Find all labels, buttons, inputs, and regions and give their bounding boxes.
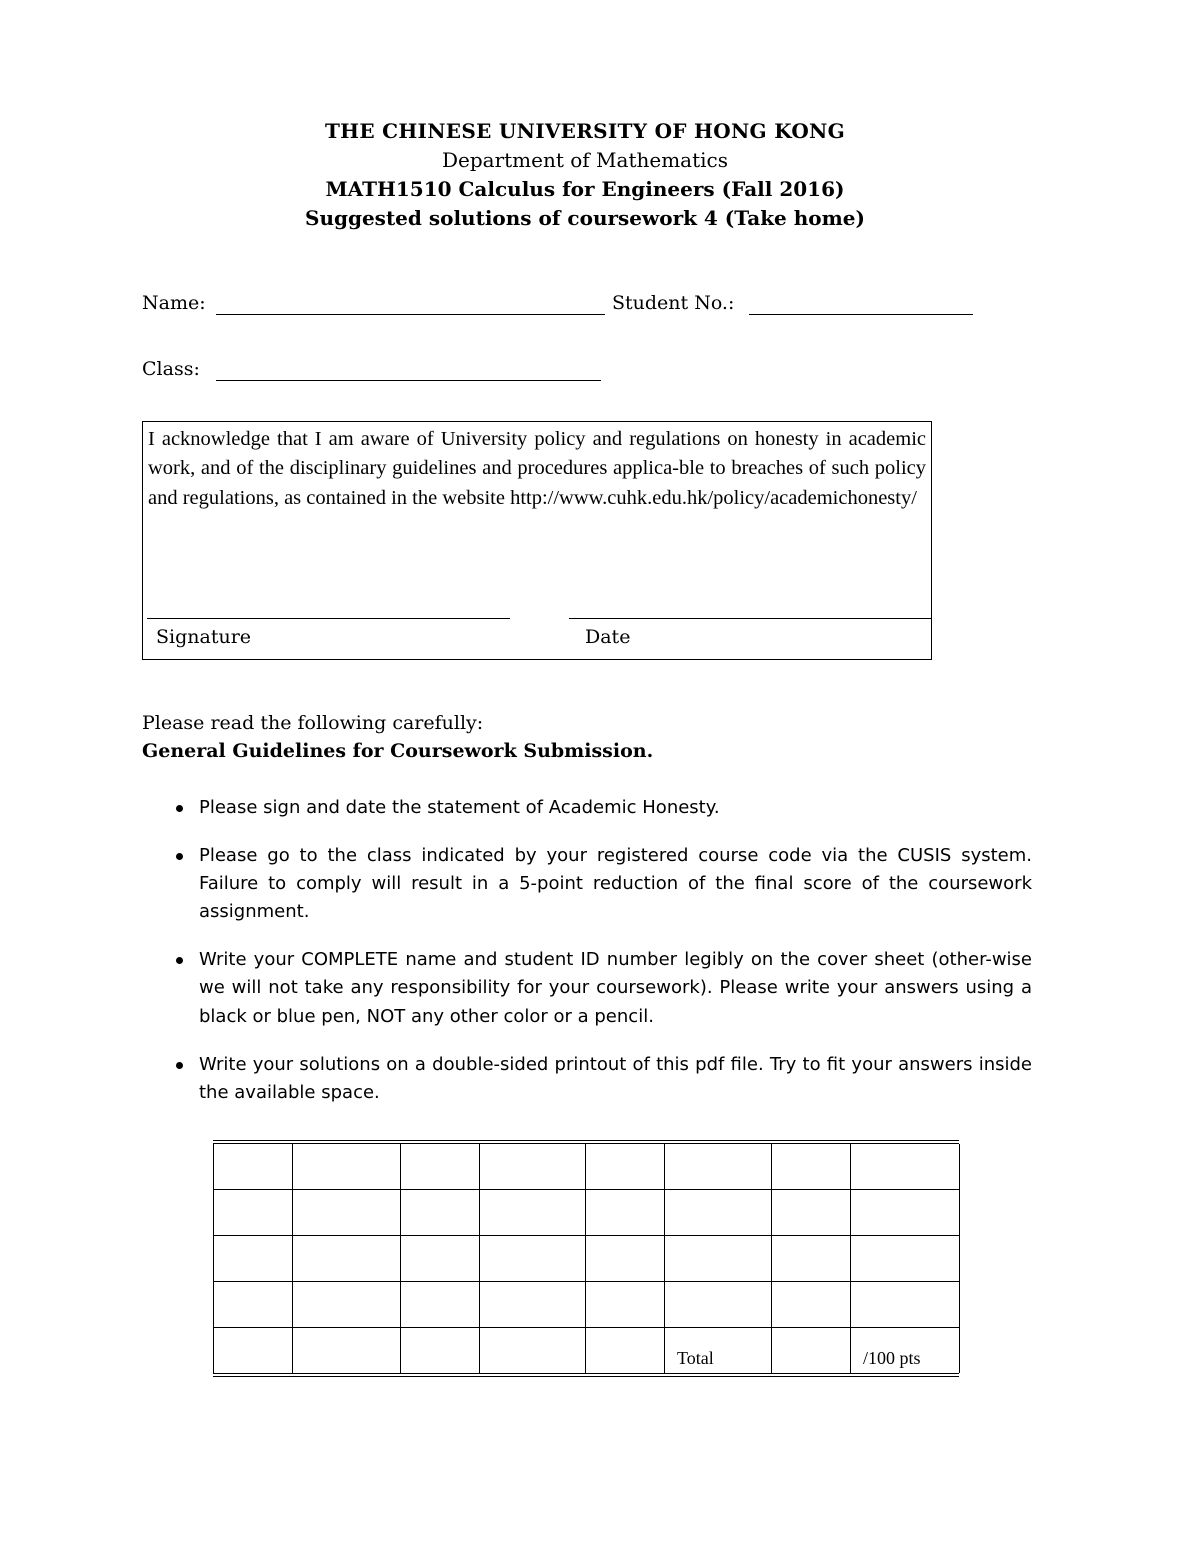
guideline-text: Write your solutions on a double-sided printout of this pdf file. Try to fit your answers inside the available space. xyxy=(199,1053,1032,1103)
score-cell[interactable] xyxy=(480,1144,586,1190)
max-points-cell xyxy=(851,1328,960,1374)
bullet-icon xyxy=(176,805,183,812)
score-cell[interactable] xyxy=(214,1236,293,1282)
name-label: Name: xyxy=(142,292,206,314)
student-no-field-line[interactable] xyxy=(749,314,973,315)
table-bottom-rule xyxy=(213,1373,959,1377)
document-title: Suggested solutions of coursework 4 (Take home) xyxy=(305,206,865,230)
class-label: Class: xyxy=(142,358,200,380)
date-line[interactable] xyxy=(569,618,931,619)
score-table xyxy=(213,1140,959,1377)
score-cell[interactable] xyxy=(586,1328,665,1374)
score-cell[interactable] xyxy=(401,1328,480,1374)
university-name: THE CHINESE UNIVERSITY OF HONG KONG xyxy=(324,119,846,143)
max-points-label: /100 pts xyxy=(863,1348,921,1368)
score-cell[interactable] xyxy=(772,1236,851,1282)
list-item xyxy=(170,1051,1032,1108)
score-cell[interactable] xyxy=(214,1328,293,1374)
list-item xyxy=(170,842,1032,927)
score-cell[interactable] xyxy=(665,1282,772,1328)
guideline-text: Write your COMPLETE name and student ID number legibly on the cover sheet (other-wise we will not take any responsibility for your coursework). Please write your answers using a black or blue pen, NOT any other color or a pencil. xyxy=(199,949,1032,1027)
student-no-label: Student No.: xyxy=(612,292,735,314)
score-cell[interactable] xyxy=(772,1190,851,1236)
score-cell[interactable] xyxy=(480,1236,586,1282)
score-cell[interactable] xyxy=(214,1190,293,1236)
score-cell[interactable] xyxy=(586,1236,665,1282)
document-header xyxy=(0,117,1170,233)
total-score-cell[interactable] xyxy=(772,1328,851,1374)
total-label: Total xyxy=(677,1348,714,1368)
list-item xyxy=(170,946,1032,1031)
score-cell[interactable] xyxy=(851,1144,960,1190)
guidelines-list xyxy=(170,794,1032,1127)
score-cell[interactable] xyxy=(851,1282,960,1328)
table-row xyxy=(214,1144,960,1190)
score-cell[interactable] xyxy=(586,1144,665,1190)
score-cell[interactable] xyxy=(293,1144,401,1190)
date-label: Date xyxy=(585,626,631,648)
list-item xyxy=(170,794,1032,822)
bullet-icon xyxy=(176,957,183,964)
score-cell[interactable] xyxy=(293,1282,401,1328)
signature-label: Signature xyxy=(156,626,252,648)
score-cell[interactable] xyxy=(401,1236,480,1282)
guideline-text: Please go to the class indicated by your registered course code via the CUSIS system. Failure to comply will result in a 5-point reduction of the final score of the coursework assignment. xyxy=(199,844,1032,923)
score-cell[interactable] xyxy=(214,1144,293,1190)
guidelines-intro: Please read the following carefully: xyxy=(142,712,484,734)
score-cell[interactable] xyxy=(401,1282,480,1328)
score-cell[interactable] xyxy=(480,1282,586,1328)
score-cell[interactable] xyxy=(480,1190,586,1236)
score-cell[interactable] xyxy=(293,1190,401,1236)
guideline-text: Please sign and date the statement of Academic Honesty. xyxy=(199,797,720,818)
score-cell[interactable] xyxy=(401,1144,480,1190)
academic-honesty-statement: I acknowledge that I am aware of University policy and regulations on honesty in academic work, and of the disciplinary guidelines and procedures applica-ble to breaches of such policy and regulations, as contained in the website http://www.cuhk.edu.hk/policy/academichonesty/ xyxy=(148,428,926,509)
table-row xyxy=(214,1236,960,1282)
signature-line[interactable] xyxy=(147,618,510,619)
score-cell[interactable] xyxy=(293,1328,401,1374)
table-row xyxy=(214,1282,960,1328)
score-cell[interactable] xyxy=(293,1236,401,1282)
score-cell[interactable] xyxy=(586,1282,665,1328)
course-title: MATH1510 Calculus for Engineers (Fall 2016) xyxy=(325,177,845,201)
score-cell[interactable] xyxy=(772,1282,851,1328)
score-cell[interactable] xyxy=(851,1236,960,1282)
table-row xyxy=(214,1190,960,1236)
score-cell[interactable] xyxy=(214,1282,293,1328)
score-grid xyxy=(213,1144,960,1373)
score-cell[interactable] xyxy=(665,1144,772,1190)
score-cell[interactable] xyxy=(851,1190,960,1236)
guidelines-title: General Guidelines for Coursework Submission. xyxy=(142,740,654,762)
score-cell[interactable] xyxy=(665,1190,772,1236)
score-cell[interactable] xyxy=(401,1190,480,1236)
score-cell[interactable] xyxy=(665,1236,772,1282)
score-cell[interactable] xyxy=(586,1190,665,1236)
score-cell[interactable] xyxy=(480,1328,586,1374)
name-field-line[interactable] xyxy=(216,314,605,315)
bullet-icon xyxy=(176,853,183,860)
score-cell[interactable] xyxy=(772,1144,851,1190)
bullet-icon xyxy=(176,1062,183,1069)
total-label-cell xyxy=(665,1328,772,1374)
class-field-line[interactable] xyxy=(216,380,601,381)
table-row xyxy=(214,1328,960,1374)
department-name: Department of Mathematics xyxy=(441,148,728,172)
